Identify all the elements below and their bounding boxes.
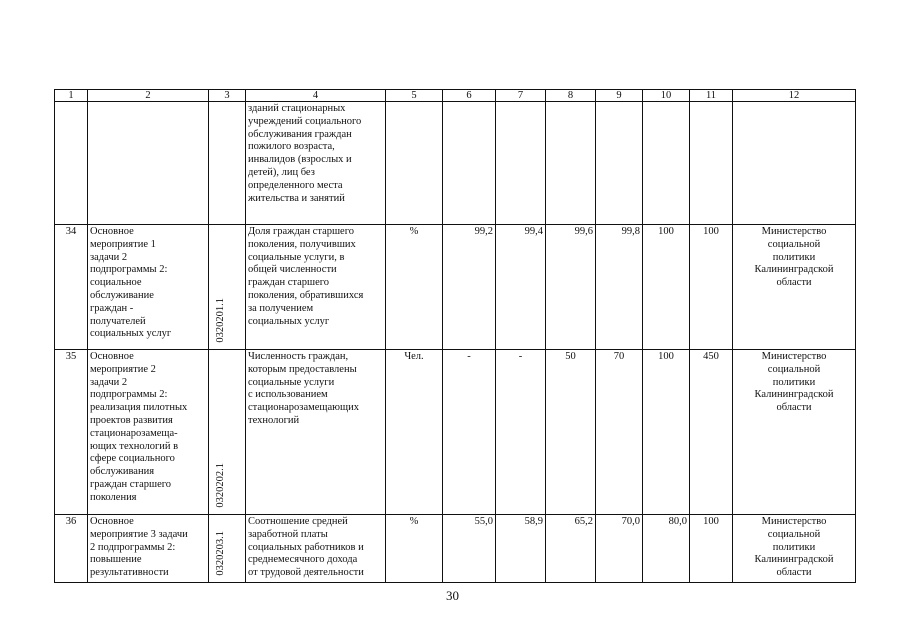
unit: %	[386, 225, 443, 350]
value-col-6: 55,0	[443, 515, 496, 583]
measure-code: 0320201.1	[209, 225, 246, 350]
row-number: 36	[55, 515, 88, 583]
indicator-name: Доля граждан старшего поколения, получивших социальные услуги, в общей численности граждан старшего поколения, обратившихся за получением социальных услуг	[246, 225, 386, 350]
value-col-7: -	[496, 350, 546, 515]
row-number: 34	[55, 225, 88, 350]
value-col-11: 100	[690, 515, 733, 583]
column-header: 3	[209, 90, 246, 102]
value-col-6: -	[443, 350, 496, 515]
value-col-9: 70	[596, 350, 643, 515]
column-header: 10	[643, 90, 690, 102]
value-col-10: 80,0	[643, 515, 690, 583]
column-header: 9	[596, 90, 643, 102]
unit	[386, 102, 443, 225]
row-number	[55, 102, 88, 225]
indicator-name: Соотношение средней заработной платы социальных работников и среднемесячного дохода от трудовой деятельности	[246, 515, 386, 583]
table-row	[55, 225, 856, 350]
measure-code	[209, 102, 246, 225]
column-header: 7	[496, 90, 546, 102]
measure-description: Основное мероприятие 2 задачи 2 подпрограммы 2: реализация пилотных проектов развития стационарозамеща- ющих технологий в сфере социального обслуживания граждан старшего поколения	[88, 350, 209, 515]
column-header: 4	[246, 90, 386, 102]
value-col-11: 100	[690, 225, 733, 350]
value-col-6: 99,2	[443, 225, 496, 350]
column-header: 12	[733, 90, 856, 102]
value-col-6	[443, 102, 496, 225]
data-table	[54, 89, 856, 583]
measure-description: Основное мероприятие 1 задачи 2 подпрограммы 2: социальное обслуживание граждан - получателей социальных услуг	[88, 225, 209, 350]
indicator-name: Численность граждан, которым предоставлены социальные услуги с использованием стационарозамещающих технологий	[246, 350, 386, 515]
value-col-10: 100	[643, 225, 690, 350]
page-number: 30	[446, 588, 459, 603]
column-header: 2	[88, 90, 209, 102]
value-col-11	[690, 102, 733, 225]
column-header: 5	[386, 90, 443, 102]
value-col-7	[496, 102, 546, 225]
table-header-row	[55, 90, 856, 102]
value-col-8	[546, 102, 596, 225]
column-header: 1	[55, 90, 88, 102]
column-header: 6	[443, 90, 496, 102]
table-row	[55, 350, 856, 515]
table-row	[55, 515, 856, 583]
measure-code: 0320203.1	[209, 515, 246, 583]
responsible-executor: Министерство социальной политики Калининградской области	[733, 350, 856, 515]
value-col-8: 99,6	[546, 225, 596, 350]
unit: Чел.	[386, 350, 443, 515]
responsible-executor: Министерство социальной политики Калининградской области	[733, 515, 856, 583]
value-col-9	[596, 102, 643, 225]
indicator-name: зданий стационарных учреждений социального обслуживания граждан пожилого возраста, инвалидов (взрослых и детей), лиц без определенного места жительства и занятий	[246, 102, 386, 225]
column-header: 11	[690, 90, 733, 102]
table-row	[55, 102, 856, 225]
measure-description: Основное мероприятие 3 задачи 2 подпрограммы 2: повышение результативности	[88, 515, 209, 583]
measure-code: 0320202.1	[209, 350, 246, 515]
responsible-executor	[733, 102, 856, 225]
value-col-10: 100	[643, 350, 690, 515]
value-col-7: 58,9	[496, 515, 546, 583]
value-col-11: 450	[690, 350, 733, 515]
column-header: 8	[546, 90, 596, 102]
value-col-9: 99,8	[596, 225, 643, 350]
unit: %	[386, 515, 443, 583]
value-col-10	[643, 102, 690, 225]
value-col-8: 65,2	[546, 515, 596, 583]
value-col-9: 70,0	[596, 515, 643, 583]
row-number: 35	[55, 350, 88, 515]
responsible-executor: Министерство социальной политики Калининградской области	[733, 225, 856, 350]
value-col-7: 99,4	[496, 225, 546, 350]
value-col-8: 50	[546, 350, 596, 515]
measure-description	[88, 102, 209, 225]
